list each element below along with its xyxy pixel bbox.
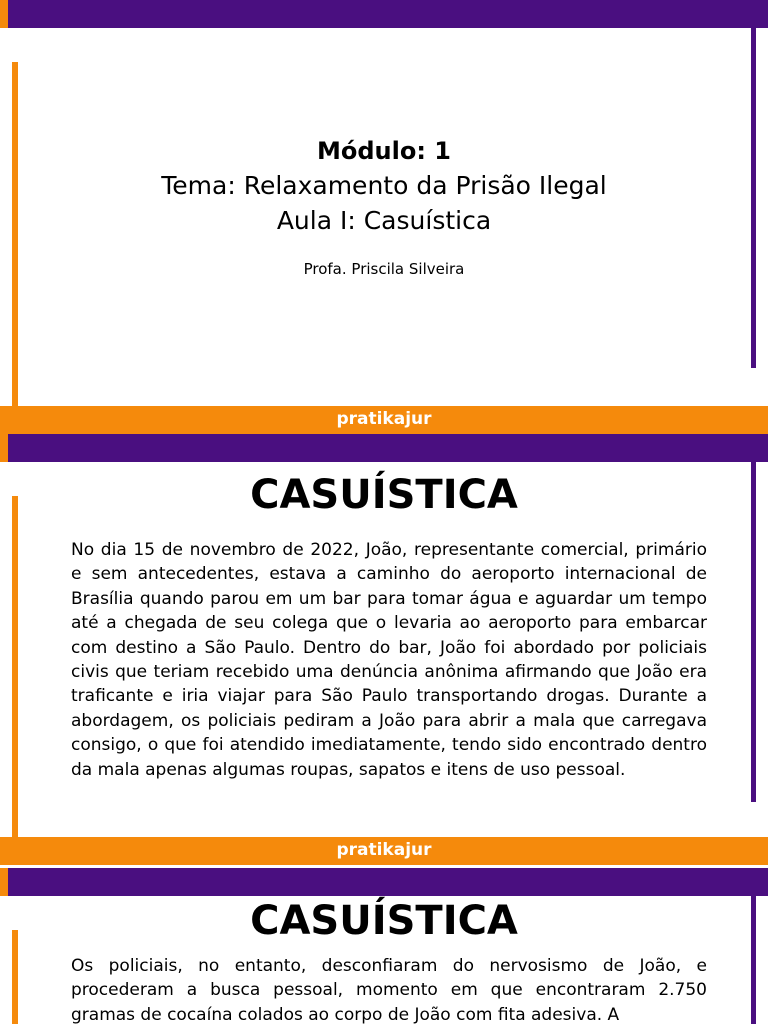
module-title: Módulo: 1 [316, 137, 451, 165]
title-block [0, 134, 768, 278]
slide-footer [0, 837, 768, 865]
slide-heading: CASUÍSTICA [250, 472, 518, 518]
case-paragraph: No dia 15 de novembro de 2022, João, representante comercial, primário e sem antecedentes, estava a caminho do aeroporto internacional de Brasília quando parou em um bar para tomar água e aguardar um tempo até a chegada de seu colega que o levaria ao aeroporto para embarcar com destino a São Paulo. Dentro do bar, João foi abordado por policiais civis que teriam recebido uma denúncia anônima afirmando que João era traficante e iria viajar para São Paulo transportando drogas. Durante a abordagem, os policiais pediram a João para abrir a mala que carregava consigo, o que foi atendido imediatamente, tendo sido encontrado dentro da mala apenas algumas roupas, sapatos e itens de uso pessoal. [71, 540, 707, 780]
slide-heading: CASUÍSTICA [250, 898, 518, 944]
slide-casuistica-2 [0, 868, 768, 1024]
slide-top-bar [0, 434, 768, 462]
slide-casuistica-1 [0, 434, 768, 868]
slide-top-bar [0, 0, 768, 28]
brand-logo: pratikajur [336, 840, 432, 860]
slide-title [0, 0, 768, 434]
slide-left-accent [12, 930, 18, 1024]
brand-logo: pratikajur [336, 409, 432, 429]
slide-top-bar [0, 868, 768, 896]
lesson-title: Aula I: Casuística [276, 206, 492, 235]
slide-left-accent [12, 496, 18, 840]
professor-name: Profa. Priscila Silveira [303, 260, 465, 278]
slide-footer [0, 406, 768, 434]
topic-title: Tema: Relaxamento da Prisão Ilegal [161, 171, 607, 200]
case-paragraph: Os policiais, no entanto, desconfiaram do nervosismo de João, e procederam a busca pessoal, momento em que encontraram 2.750 gramas de cocaína colados ao corpo de João com fita adesiva. A [71, 956, 707, 1024]
